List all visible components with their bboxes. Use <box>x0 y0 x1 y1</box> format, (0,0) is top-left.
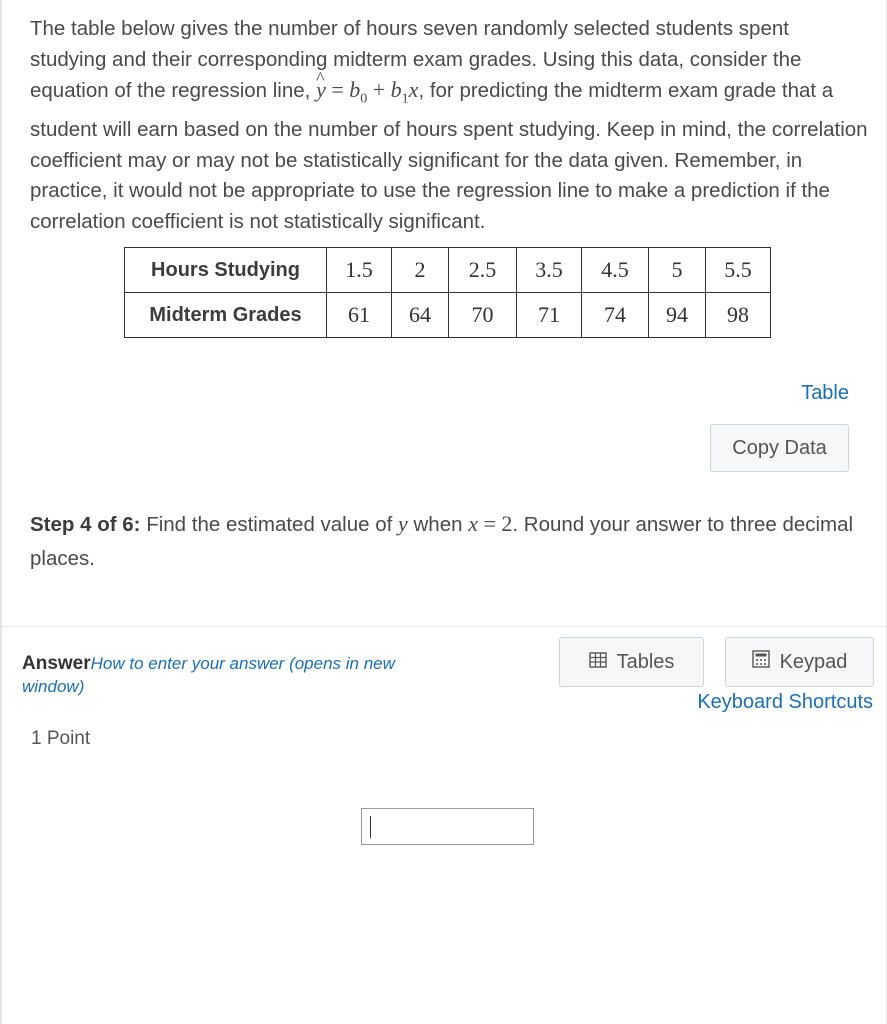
table-cell: 4.5 <box>582 248 649 293</box>
step-x-symbol: x <box>468 511 478 536</box>
table-cell: 70 <box>449 293 517 338</box>
answer-help-link-tail[interactable]: window) <box>22 677 85 696</box>
question-text <box>30 14 870 238</box>
tables-button-label: Tables <box>616 650 675 673</box>
points-label: 1 Point <box>31 728 91 749</box>
table-cell: 98 <box>706 293 771 338</box>
step-text-b: when <box>407 513 469 536</box>
b1-symbol: b <box>390 77 402 103</box>
plus-sign: + <box>367 77 391 103</box>
step-label: Step 4 of 6: <box>30 513 141 536</box>
y-hat: ^ y <box>316 75 326 106</box>
question-intro: The table below gives the number of hours seven randomly selected students spent studying and their corresponding midterm exam grades. Using this data, consider the equation of the regression line, <box>30 17 802 103</box>
table-cell: 1.5 <box>327 248 392 293</box>
equals-sign: = <box>325 77 350 103</box>
answer-header <box>22 652 452 698</box>
table-cell: 2 <box>392 248 449 293</box>
keypad-button-label: Keypad <box>779 650 848 673</box>
table-cell: 2.5 <box>449 248 517 293</box>
data-table <box>124 247 771 338</box>
row-header-grades: Midterm Grades <box>125 293 327 338</box>
table-row-grades <box>125 293 771 338</box>
calculator-icon <box>752 650 770 674</box>
table-grid-icon <box>589 651 607 674</box>
question-outro: , for predicting the midterm exam grade that a student will earn based on the number of hours spent studying. Keep in mind, the correlation coefficient may or may not be statistically significant for the data given. Remember, in practice, it would not be appropriate to use the regression line to make a prediction if the correlation coefficient is not statistically significant. <box>30 79 868 233</box>
table-cell: 94 <box>649 293 706 338</box>
table-link[interactable]: Table <box>801 382 849 404</box>
copy-data-button[interactable]: Copy Data <box>710 424 849 472</box>
table-cell: 64 <box>392 293 449 338</box>
table-cell: 5 <box>649 248 706 293</box>
table-cell: 61 <box>327 293 392 338</box>
tables-button[interactable] <box>559 637 704 687</box>
step-prompt <box>30 507 860 576</box>
row-header-hours: Hours Studying <box>125 248 327 293</box>
table-row-hours <box>125 248 771 293</box>
left-border <box>0 0 2 1024</box>
table-cell: 74 <box>582 293 649 338</box>
table-cell: 3.5 <box>517 248 582 293</box>
step-value: 2 <box>501 511 513 536</box>
answer-help-link[interactable]: How to enter your answer (opens in new <box>90 654 395 673</box>
step-text-a: Find the estimated value of <box>140 513 399 536</box>
b1-subscript: 1 <box>401 91 409 107</box>
step-y-symbol: y <box>398 511 408 536</box>
answer-label: Answer <box>22 653 91 674</box>
b0-subscript: 0 <box>360 91 368 107</box>
answer-input[interactable] <box>361 808 534 845</box>
section-divider <box>2 626 886 627</box>
table-cell: 5.5 <box>706 248 771 293</box>
b0-symbol: b <box>349 77 361 103</box>
step-equals: = <box>477 511 502 536</box>
keyboard-shortcuts-link[interactable]: Keyboard Shortcuts <box>697 691 873 713</box>
keypad-button[interactable] <box>725 637 874 687</box>
x-symbol: x <box>408 77 419 103</box>
step-text-c: . Round your answer to three decimal places. <box>30 513 854 570</box>
regression-equation <box>316 77 419 107</box>
table-cell: 71 <box>517 293 582 338</box>
text-caret <box>370 816 371 838</box>
